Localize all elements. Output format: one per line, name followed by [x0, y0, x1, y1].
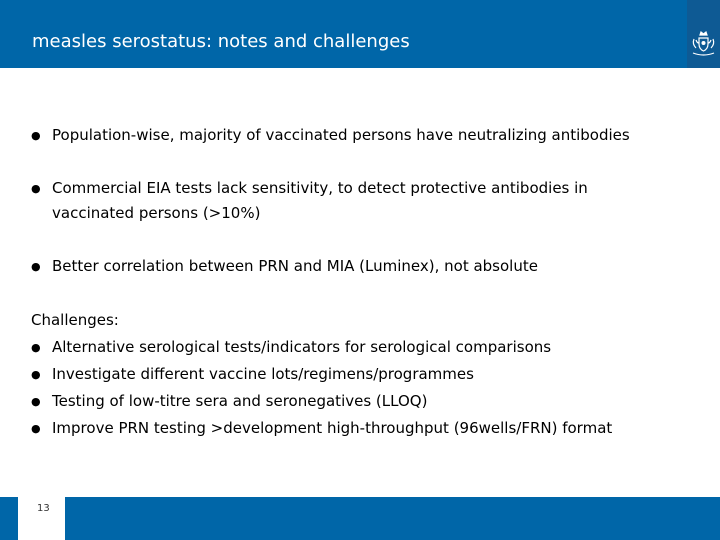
slide-title: measles serostatus: notes and challenges: [32, 31, 410, 52]
bullet-dot-icon: ●: [31, 182, 41, 195]
bullet-text-continued: vaccinated persons (>10%): [52, 204, 261, 222]
header-bar: [0, 0, 720, 68]
challenge-text: Testing of low-titre sera and seronegatives (LLOQ): [52, 392, 428, 410]
bullet-dot-icon: ●: [31, 260, 41, 273]
royal-coat-of-arms-icon: [690, 30, 717, 60]
bullet-dot-icon: ●: [31, 129, 41, 142]
bullet-text: Commercial EIA tests lack sensitivity, to detect protective antibodies in: [52, 179, 588, 197]
challenge-text: Investigate different vaccine lots/regimens/programmes: [52, 365, 474, 383]
challenge-text: Improve PRN testing >development high-throughput (96wells/FRN) format: [52, 419, 613, 437]
bullet-text: Population-wise, majority of vaccinated persons have neutralizing antibodies: [52, 126, 630, 144]
bullet-text: Better correlation between PRN and MIA (Luminex), not absolute: [52, 257, 538, 275]
bullet-dot-icon: ●: [31, 341, 41, 354]
page-number: 13: [37, 503, 50, 514]
footer-bar: [0, 497, 720, 540]
bullet-dot-icon: ●: [31, 422, 41, 435]
bullet-dot-icon: ●: [31, 395, 41, 408]
challenge-text: Alternative serological tests/indicators for serological comparisons: [52, 338, 552, 356]
logo-ribbon: [687, 0, 720, 68]
challenges-heading: Challenges:: [31, 311, 119, 329]
bullet-dot-icon: ●: [31, 368, 41, 381]
